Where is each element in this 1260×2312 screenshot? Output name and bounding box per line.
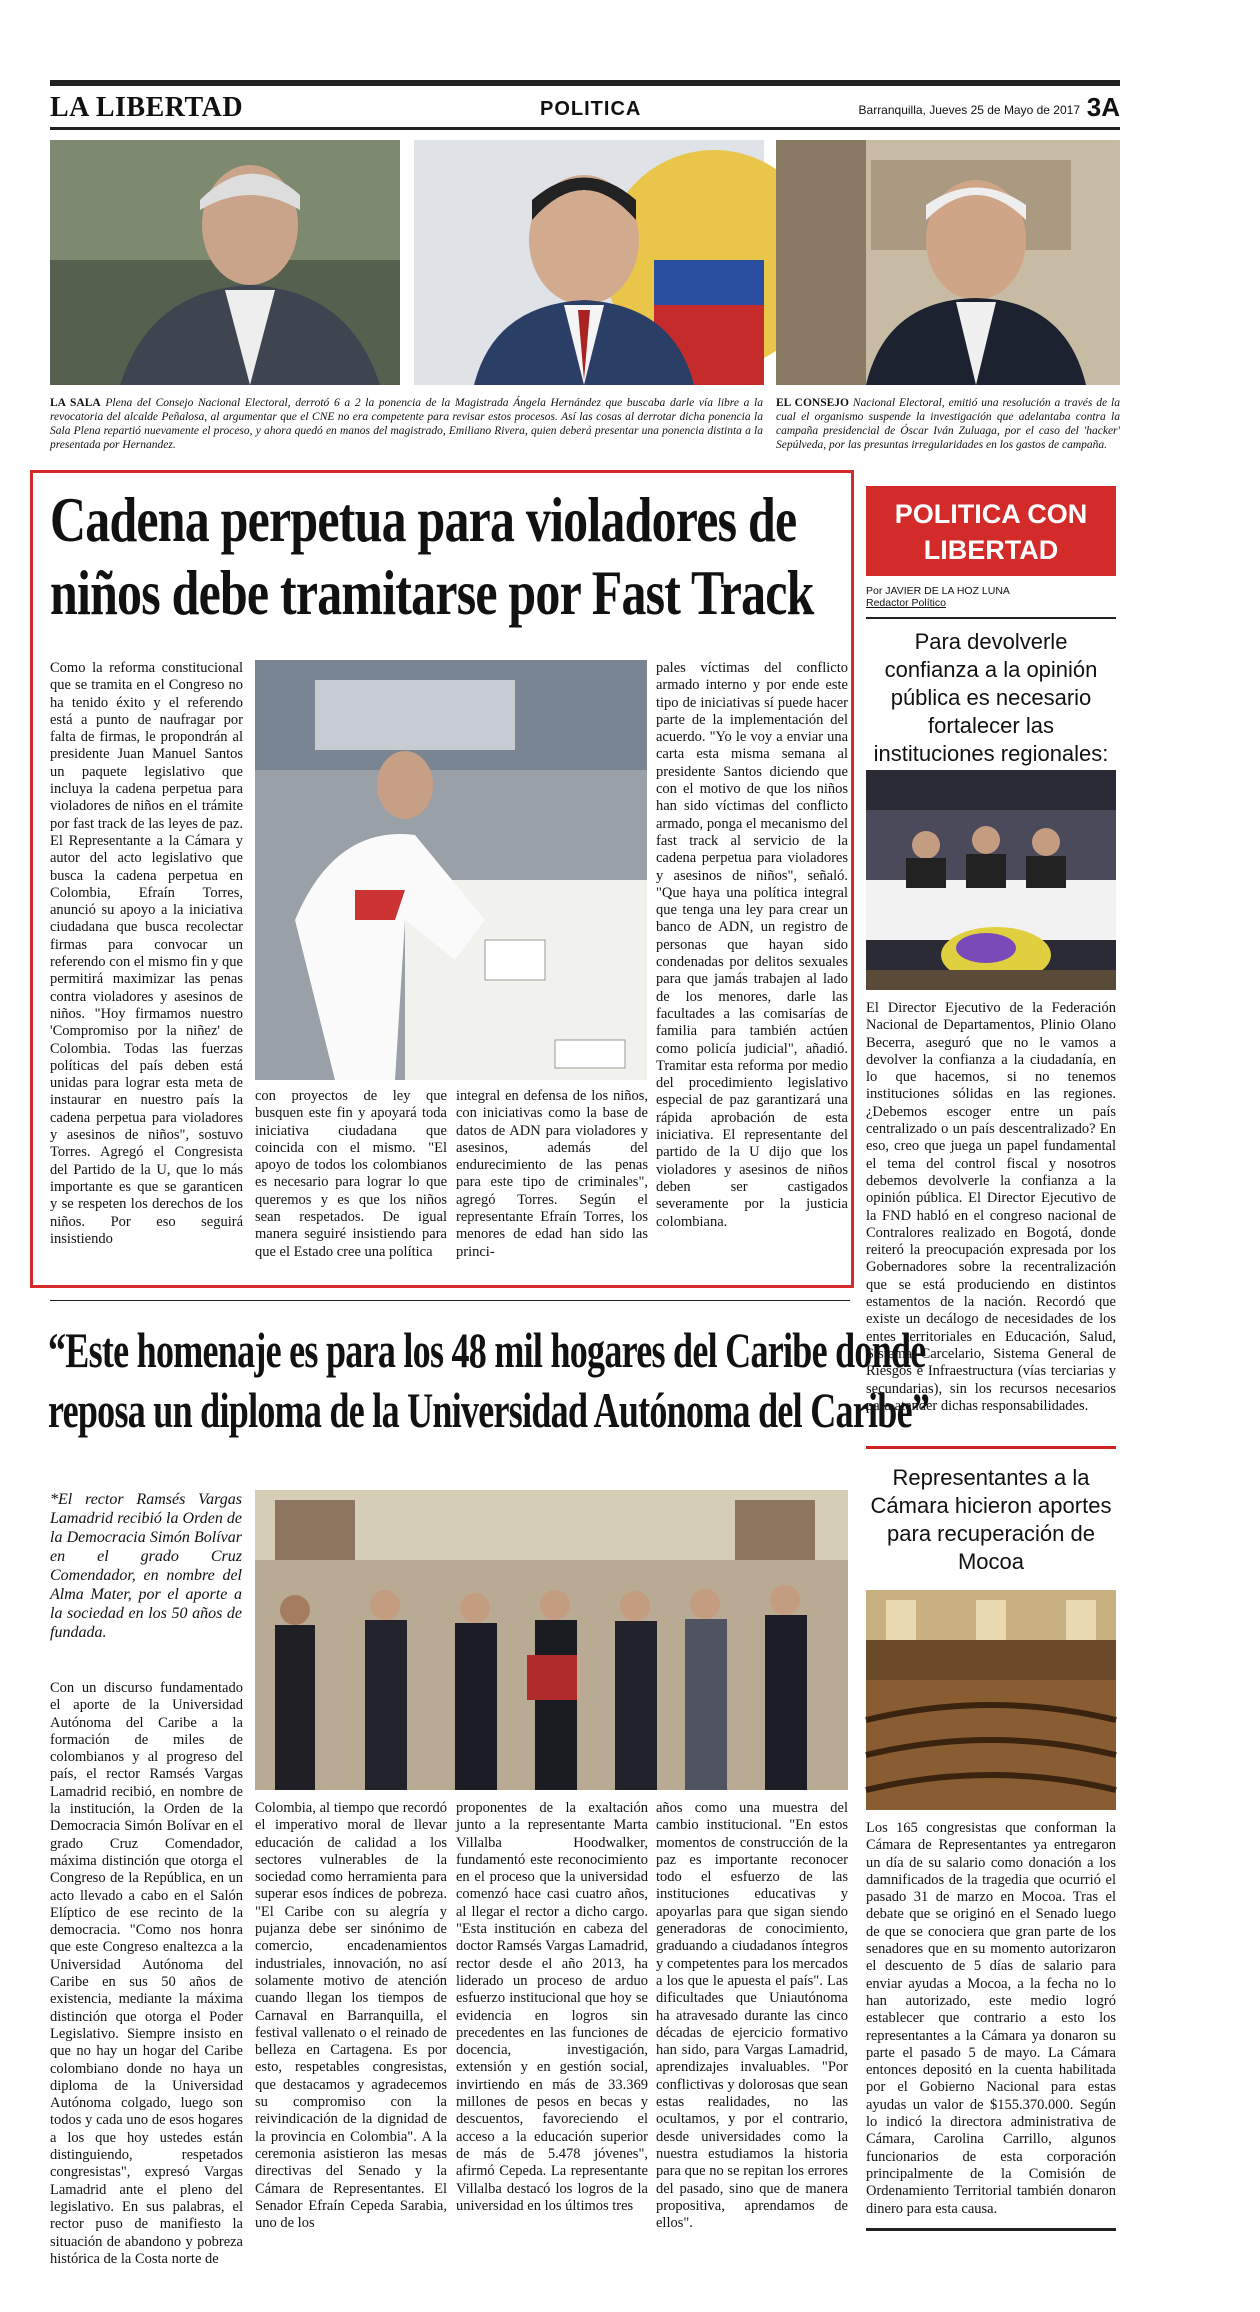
masthead [50, 90, 1120, 130]
banner-line-1: POLITICA CON [894, 499, 1088, 529]
second-col-2: Colombia, al tiempo que recordó el imperativo moral de llevar educación de calidad a los sectores vulnerables de la sociedad como herramienta para superar esos índices de pobreza. "El Caribe con su alegría y pujanza debe ser sinónimo de comercio, encadenamientos industriales, innovación, no así solamente motivo de atención cuando llegan los tiempos de Carnaval en Barranquilla, el festival vallenato o el reinado de belleza en Cartagena. Es por esto, respetables congresistas, que destacamos y agradecemos su compromiso con la reivindicación de la dignidad de la provincia en Colombia". A la ceremonia asistieron las mesas directivas del Senado y la Cámara de Representantes. El Senador Efraín Cepeda Sarabia, uno de los [255, 1800, 447, 2232]
photo-penalosa [50, 140, 400, 385]
caption-left-text: Plena del Consejo Nacional Electoral, derrotó 6 a 2 la ponencia de la Magistrada Ángela Hernández que buscaba darle vía libre a la revocatoria del alcalde Peñalosa, al argumentar que el CNE no era competente para revisar estos procesos. Así las cosas al derrotar dicha ponencia la Sala Plena repartió nuevamente el proceso, y ahora quedó en manos del magistrado, Emiliano Rivera, quien deberá presentar una ponencia distinta a la presentada por Hernandez. [50, 397, 763, 451]
sidebar-story2-body: Los 165 congresistas que conforman la Cámara de Representantes ya entregaron un día de su salario como donación a los damnificados de la tragedia que ocurrió el pasado 31 de marzo en Mocoa. Tras el debate que se originó en el Senado luego de que se conociera que gran parte de los senadores que en su momento autorizaron el descuento de 5 días de salario para enviar ayudas a Mocoa, a la fecha no lo han autorizado, este medio logró establecer que contrario a esto los representantes a la Cámara ya donaron su parte el pasado 5 de mayo. La Cámara entonces depositó en la cuenta habilitada por el Gobierno Nacional para estas ayudas un valor de $155.370.000. Según lo indicó la directora administrativa de Cámara, Carolina Carrillo, algunos funcionarios de esta corporación principalmente de la Comisión de Ordenamiento Territorial también donaron dinero para esta causa. [866, 1820, 1116, 2217]
photo-award-ceremony [255, 1490, 848, 1790]
main-col-4: pales víctimas del conflicto armado interno y por ende este tipo de iniciativas sí puede hacer parte de la implementación del acuerdo. "Yo le voy a enviar una carta esta misma semana al presidente Santos diciendo que con el motivo de que los niños han sido víctimas del conflicto armado, ponga el mecanismo del fast track al servicio de la cadena perpetua para violadores y asesinos de niños", señaló. "Que haya una política integral que tenga una ley para crear un banco de ADN, un registro de personas que hayan sido condenadas por delitos sexuales para que jamás trabajen al lado de los menores, darle las facultades a las comisarías de familia para también actúen como policía judicial", añadió. Tramitar esta reforma por medio del procedimiento legislativo especial de paz garantizará una rápida aprobación de esta iniciativa. El representante del partido de la U dijo que los violadores y asesinos de niños deben ser castigados severamente por la justicia colombiana. [656, 660, 848, 1230]
banner-line-2: LIBERTAD [923, 535, 1059, 565]
caption-right-text: Nacional Electoral, emitió una resolución a través de la cual el organismo suspende la investigación que adelantaba contra la campaña presidencial de Óscar Iván Zuluaga, por el caso del 'hacker' Sepúlveda, por las presuntas irregularidades en los gastos de campaña. [776, 397, 1120, 451]
photo-electoral-council [776, 140, 1120, 385]
byline-role: Redactor Político [866, 597, 946, 609]
caption-left-lead: LA SALA [50, 397, 101, 409]
byline-author: Por JAVIER DE LA HOZ LUNA [866, 585, 1010, 597]
sidebar-story1-body: El Director Ejecutivo de la Federación Nacional de Departamentos, Plinio Olano Becerra, aseguró que no le vamos a devolver la confianza a la ciudadanía, en lo que hacemos, si no tenemos instituciones sólidas en las regiones. ¿Debemos escoger entre un país centralizado o un país descentralizado? En eso, creo que juega un papel fundamental el tema del control fiscal y nosotros debemos devolverle la confianza a la opinión pública. El Director Ejecutivo de la FND habló en el congreso nacional de Contralores realizado en Bogotá, donde reiteró la preocupación expresada por los Gobernadores sobre la recentralización que se está produciendo en distintos estamentos de la nación. Recordó que existe un decálogo de necesidades de los entes territoriales en Educación, Salud, Sistema Carcelario, Sistema General de Riesgos e Infraestructura (vías terciarias y secundarias), sin los recursos necesarios para atender dichas responsabilidades. [866, 1000, 1116, 1414]
photo-fnd-panel [866, 770, 1116, 990]
politica-con-libertad-banner [866, 486, 1116, 576]
second-col-4: años como una muestra del cambio institucional. "En estos momentos de construcción de la paz es importante reconocer todo el esfuerzo de las instituciones educativas y apoyarlas para que sigan siendo generadoras de conocimiento, graduando a ciudadanos íntegros y competentes para los mercados a los que le apuesta el país". Las dificultades que Uniautónoma ha atravesado durante las cinco décadas de ejercicio formativo han sido, para Vargas Lamadrid, aprendizajes invaluables. "Por conflictivas y dolorosas que sean estas realidades, no las ocultamos, y por el contrario, desde universidades como la nuestra estudiamos la historia para que no se repitan los errores del pasado, sino que de manera propositiva, aprendamos de ellos". [656, 1800, 848, 2232]
paper-name: LA LIBERTAD [50, 92, 244, 123]
sidebar-story2-headline: Representantes a la Cámara hicieron aportes para recuperación de Mocoa [870, 1465, 1112, 1574]
photo-magistrate [414, 140, 764, 385]
sidebar-rule [866, 617, 1116, 619]
caption-right [776, 396, 1120, 452]
sidebar-red-rule [866, 1446, 1116, 1449]
byline [866, 585, 1010, 609]
page-number: 3A [1086, 92, 1120, 122]
photo-torres-signing [255, 660, 647, 1080]
second-headline-line2: reposa un diploma de la Universidad Autónoma del Caribe” [48, 1382, 930, 1438]
second-story-top-rule [50, 1300, 850, 1301]
main-col-3: integral en defensa de los niños, con iniciativas como la base de datos de ADN para violadores y asesinos, además del endurecimiento de las penas para este tipo de criminales", agregó Torres. Según el representante Efraín Torres, los menores de edad han sido las princi- [456, 1088, 648, 1260]
bottom-rule-right [866, 2228, 1116, 2231]
second-col-3: proponentes de la exaltación junto a la representante Marta Villalba Hoodwalker, fundamentó este reconocimiento en el proceso que la universidad comenzó hace casi cuatro años, al llegar el rector a dicho cargo. "Esta institución en cabeza del doctor Ramsés Vargas Lamadrid, rector desde el año 2013, ha liderado un proceso de arduo esfuerzo institucional que hoy se evidencia en logros sin precedentes en las funciones de docencia, investigación, extensión y en gestión social, invirtiendo en más de 33.369 millones de pesos en becas y descuentos, favoreciendo el acceso a la educación superior de más de 5.478 jóvenes", afirmó Cepeda. La representante Villalba destacó los logros de la universidad en los últimos tres [456, 1800, 648, 2214]
section-title: POLITICA [540, 98, 642, 120]
main-col-1: Como la reforma constitucional que se tramita en el Congreso no ha tenido éxito y el referendo está a punto de naufragar por falta de firmas, le propondrán al presidente Juan Manuel Santos un paquete legislativo que incluya la cadena perpetua para violadores de niños en el trámite por fast track de las leyes de paz. El Representante a la Cámara y autor del acto legislativo que busca la cadena perpetua en Colombia, Efraín Torres, anunció su apoyo a la iniciativa ciudadana que busca recolectar firmas para convocar un referendo con el mismo fin y que permitirá maximizar las penas contra violadores y asesinos de niños. "Hoy firmamos nuestro 'Compromiso por la niñez' de Colombia. Todas las fuerzas políticas del país deben está unidas para lograr esta meta de instaurar en nuestro país la cadena perpetua para violadores y asesinos de niños", sostuvo Torres. Agregó el Congresista del Partido de la U, que lo más importante es que se garanticen y se respeten los derechos de los niños. Por eso seguirá insistiendo [50, 660, 243, 1247]
caption-right-lead: EL CONSEJO [776, 397, 849, 409]
main-headline-line2: niños debe tramitarse por Fast Track [50, 557, 814, 628]
caption-left [50, 396, 763, 452]
sidebar-story1-headline: Para devolverle confianza a la opinión pública es necesario fortalecer las instituciones regionales: [873, 629, 1109, 766]
second-story-lead: *El rector Ramsés Vargas Lamadrid recibió la Orden de la Democracia Simón Bolívar en el grado Cruz Comendador, en nombre del Alma Mater, por el aporte a la sociedad en los 50 años de fundada. [50, 1491, 242, 1641]
photo-camara-session [866, 1590, 1116, 1810]
second-col-1: Con un discurso fundamentado el aporte de la Universidad Autónoma del Caribe a la formación de miles de colombianos y al progreso del país, el rector Ramsés Vargas Lamadrid recibió, en nombre de la institución, la Orden de la Democracia Simón Bolívar en el grado Cruz Comendador, máxima distinción que otorga el Congreso de la República, en un acto llevado a cabo en el Salón Elíptico de ese recinto de la democracia. "Como nos honra que este Congreso enaltezca a la Universidad Autónoma del Caribe en sus 50 años de existencia, mediante la máxima distinción que otorga el Poder Legislativo. Siempre insisto en que no hay un hogar del Caribe colombiano donde no haya un diploma de la Universidad Autónoma colgado, luego son todos y cada uno de esos hogares a los que hoy ustedes están distinguiendo, respetados congresistas", expresó Vargas Lamadrid ante el pleno del legislativo. En sus palabras, el rector puso de manifiesto la situación de abandono y pobreza histórica de la Costa norte de [50, 1680, 243, 2267]
date-line: Barranquilla, Jueves 25 de Mayo de 2017 [858, 103, 1080, 117]
masthead-top-rule [50, 80, 1120, 86]
second-headline-line1: “Este homenaje es para los 48 mil hogares del Caribe donde [48, 1322, 926, 1378]
main-col-2: con proyectos de ley que busquen este fin y apoyará toda iniciativa ciudadana que coincida con el mismo. "El apoyo de todos los colombianos es necesario para lograr lo que queremos y es que los niños sean respetados. De igual manera seguiré insistiendo para que el Estado cree una política [255, 1088, 447, 1260]
main-headline-line1: Cadena perpetua para violadores de [50, 484, 797, 555]
